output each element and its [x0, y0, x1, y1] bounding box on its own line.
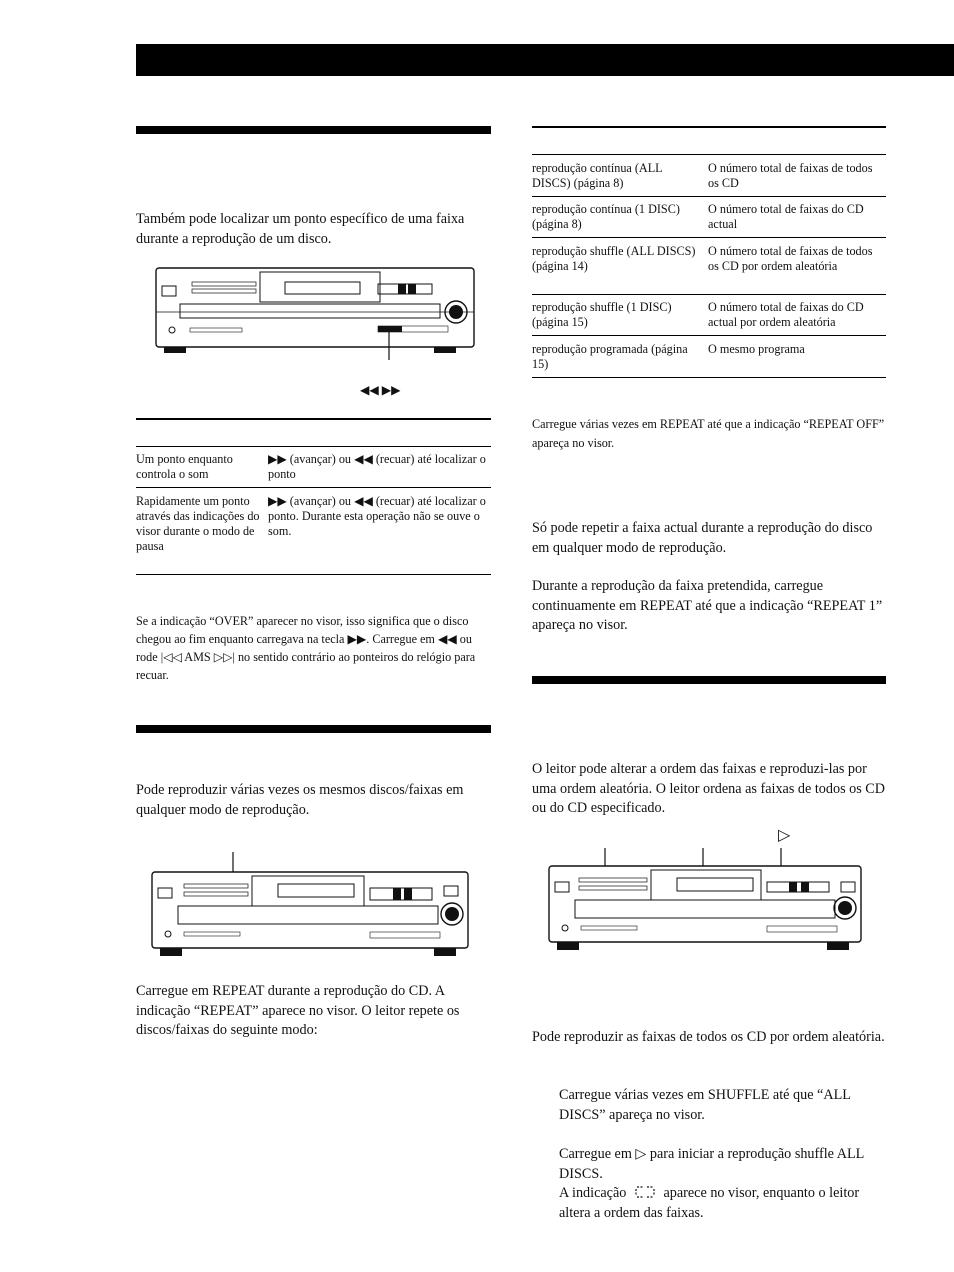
cd-player-illustration-2: [148, 848, 478, 963]
repeat-table-header-rule: [532, 154, 886, 155]
repeat-instructions: Carregue em REPEAT durante a reprodução do CD. A indicação “REPEAT” aparece no visor. O leitor repete os discos/faixas do seguinte modo:: [136, 983, 460, 1038]
cancel-repeat-note: Carregue várias vezes em REPEAT até que a indicação “REPEAT OFF” apareça no visor.: [532, 417, 885, 450]
repeat-table-top-rule: [532, 126, 886, 128]
repeat-intro: Pode reproduzir várias vezes os mesmos discos/faixas em qualquer modo de reprodução.: [136, 782, 464, 818]
repeat-row-4-repeats: O número total de faixas do CD actual por ordem aleatória: [708, 300, 864, 329]
repeat-row-5-mode: reprodução programada (página 15): [532, 342, 688, 371]
step-1: Carregue várias vezes em SHUFFLE até que “ALL DISCS” apareça no visor.: [559, 1087, 851, 1123]
repeat-row-1-mode: reprodução contínua (ALL DISCS) (página 8): [532, 161, 663, 190]
step-2b: [559, 1184, 886, 1223]
over-note: Se a indicação “OVER” aparecer no visor, isso significa que o disco chegou ao fim enquanto carregava na tecla ▶▶. Carregue em ◀◀ ou rode |◁◁ AMS ▷▷| no sentido contrário ao ponteiros do relógio para recuar.: [136, 614, 476, 682]
locate-row-1-what: Um ponto enquanto controla o som: [136, 452, 233, 481]
repeat-row-4-mode: reprodução shuffle (1 DISC) (página 15): [532, 300, 672, 329]
section-rule-locate: [136, 126, 491, 134]
table-header-rule: [136, 446, 491, 447]
repeat-row-3-mode: reprodução shuffle (ALL DISCS) (página 14): [532, 244, 696, 273]
repeat-row-rule: [532, 237, 886, 238]
section-rule-repeat: [136, 725, 491, 733]
table-bottom-rule: [136, 574, 491, 575]
repeat-row-2-mode: reprodução contínua (1 DISC) (página 8): [532, 202, 680, 231]
repeat-row-1-repeats: O número total de faixas de todos os CD: [708, 161, 873, 190]
locate-row-1-how: ▶▶ (avançar) ou ◀◀ (recuar) até localizar o ponto: [268, 452, 486, 481]
shuffle-indicator-icon: [630, 1184, 660, 1204]
page-header-bar: [136, 44, 954, 76]
locate-intro: Também pode localizar um ponto específico de uma faixa durante a reprodução de um disco.: [136, 211, 465, 247]
repeat-row-rule: [532, 196, 886, 197]
repeat-row-rule: [532, 335, 886, 336]
table-row-rule: [136, 487, 491, 488]
locate-row-2-what: Rapidamente um ponto através das indicações do visor durante o modo de pausa: [136, 494, 260, 553]
play-symbol-label: ▷: [778, 827, 791, 844]
shuffle-intro: O leitor pode alterar a ordem das faixas e reproduzi-las por uma ordem aleatória. O leitor ordena as faixas de todos os CD ou do CD especificado.: [532, 761, 886, 816]
section-rule-shuffle: [532, 676, 886, 684]
locate-row-2-how: ▶▶ (avançar) ou ◀◀ (recuar) até localizar o ponto. Durante esta operação não se ouve o som.: [268, 494, 486, 538]
step-2b-post: aparece no visor, enquanto o leitor altera a ordem das faixas.: [559, 1185, 860, 1221]
step-2b-pre: A indicação: [559, 1185, 627, 1201]
table-top-rule: [136, 418, 491, 420]
device1-button-label: ◀◀ ▶▶: [360, 383, 401, 397]
repeat-row-rule: [532, 294, 886, 295]
repeat-table-bottom-rule: [532, 377, 886, 378]
repeat1-intro: Só pode repetir a faixa actual durante a reprodução do disco em qualquer modo de reprodução.: [532, 520, 873, 556]
repeat-row-3-repeats: O número total de faixas de todos os CD por ordem aleatória: [708, 244, 873, 273]
cd-player-illustration-1: [150, 264, 480, 364]
cd-player-illustration-3: [545, 846, 865, 962]
repeat1-instructions: Durante a reprodução da faixa pretendida, carregue continuamente em REPEAT até que a indicação “REPEAT 1” apareça no visor.: [532, 578, 883, 633]
repeat-row-5-repeats: O mesmo programa: [708, 342, 805, 356]
step-2a: Carregue em ▷ para iniciar a reprodução shuffle ALL DISCS.: [559, 1146, 864, 1182]
all-discs-intro: Pode reproduzir as faixas de todos os CD por ordem aleatória.: [532, 1029, 885, 1045]
repeat-row-2-repeats: O número total de faixas do CD actual: [708, 202, 864, 231]
